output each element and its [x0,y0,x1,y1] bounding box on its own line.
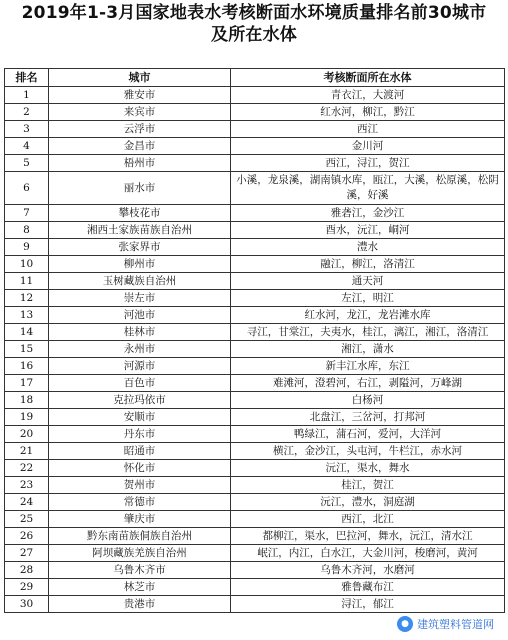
header-city: 城市 [49,69,231,87]
rank-cell: 5 [5,155,49,172]
rank-cell: 29 [5,579,49,596]
city-cell: 雅安市 [49,87,231,104]
header-rank: 排名 [5,69,49,87]
table-row [5,155,505,172]
water-cell: 金川河 [231,138,505,155]
table-row [5,443,505,460]
water-cell: 融江，柳江，洛清江 [231,256,505,273]
city-cell: 林芝市 [49,579,231,596]
water-cell: 沅江，澧水，洞庭湖 [231,494,505,511]
city-cell: 梧州市 [49,155,231,172]
water-cell: 红水河，柳江，黔江 [231,104,505,121]
city-cell: 桂林市 [49,324,231,341]
city-cell: 丹东市 [49,426,231,443]
table-row [5,528,505,545]
city-cell: 玉树藏族自治州 [49,273,231,290]
city-cell: 张家界市 [49,239,231,256]
table-row [5,460,505,477]
table-row [5,409,505,426]
rank-cell: 15 [5,341,49,358]
table-row [5,172,505,205]
city-cell: 柳州市 [49,256,231,273]
rank-cell: 12 [5,290,49,307]
rank-cell: 8 [5,222,49,239]
table-row [5,205,505,222]
table-row [5,87,505,104]
rank-cell: 6 [5,172,49,205]
table-row [5,104,505,121]
water-cell: 沅江，渠水，舞水 [231,460,505,477]
rank-cell: 24 [5,494,49,511]
water-cell: 通天河 [231,273,505,290]
rank-cell: 28 [5,562,49,579]
rank-cell: 27 [5,545,49,562]
rank-cell: 3 [5,121,49,138]
rank-cell: 22 [5,460,49,477]
rank-cell: 17 [5,375,49,392]
table-row [5,239,505,256]
rank-cell: 21 [5,443,49,460]
water-cell: 左江，明江 [231,290,505,307]
rank-cell: 2 [5,104,49,121]
table-row [5,256,505,273]
city-cell: 河源市 [49,358,231,375]
water-cell: 乌鲁木齐河，水磨河 [231,562,505,579]
city-cell: 云浮市 [49,121,231,138]
rank-cell: 30 [5,596,49,613]
rank-cell: 10 [5,256,49,273]
table-row [5,392,505,409]
water-cell: 白杨河 [231,392,505,409]
city-cell: 百色市 [49,375,231,392]
table-row [5,358,505,375]
city-cell: 金昌市 [49,138,231,155]
city-cell: 乌鲁木齐市 [49,562,231,579]
table-row [5,562,505,579]
city-cell: 贺州市 [49,477,231,494]
table-header-row [5,69,505,87]
rank-cell: 4 [5,138,49,155]
rank-cell: 20 [5,426,49,443]
water-cell: 小溪，龙泉溪，湖南镇水库，瓯江，大溪，松原溪，松阴溪，好溪 [231,172,505,205]
city-cell: 安顺市 [49,409,231,426]
city-cell: 湘西土家族苗族自治州 [49,222,231,239]
water-cell: 难滩河，澄碧河，右江，剥隘河，万峰湖 [231,375,505,392]
water-cell: 寻江，甘棠江，夫夷水，桂江，漓江，湘江，洛清江 [231,324,505,341]
table-row [5,290,505,307]
city-cell: 常德市 [49,494,231,511]
city-cell: 永州市 [49,341,231,358]
source-watermark [393,614,502,634]
rank-cell: 18 [5,392,49,409]
city-cell: 克拉玛依市 [49,392,231,409]
city-cell: 怀化市 [49,460,231,477]
app-logo-icon: ● [397,616,413,632]
city-cell: 贵港市 [49,596,231,613]
rank-cell: 14 [5,324,49,341]
water-cell: 澧水 [231,239,505,256]
title-line-2: 及所在水体 [211,25,297,45]
water-cell: 西江 [231,121,505,138]
water-cell: 鸭绿江，蒲石河，爱河，大洋河 [231,426,505,443]
rank-cell: 13 [5,307,49,324]
city-cell: 来宾市 [49,104,231,121]
city-cell: 崇左市 [49,290,231,307]
rank-cell: 23 [5,477,49,494]
rank-cell: 19 [5,409,49,426]
title-line-1: 2019年1-3月国家地表水考核断面水环境质量排名前30城市 [21,3,487,23]
water-cell: 青衣江，大渡河 [231,87,505,104]
water-cell: 雅鲁藏布江 [231,579,505,596]
watermark-label: 建筑塑料管道网 [417,618,494,631]
water-cell: 岷江，内江，白水江，大金川河，梭磨河，黄河 [231,545,505,562]
city-cell: 丽水市 [49,172,231,205]
table-row [5,596,505,613]
header-water: 考核断面所在水体 [231,69,505,87]
table-row [5,375,505,392]
table-row [5,579,505,596]
water-cell: 横江，金沙江，头屯河，牛栏江，赤水河 [231,443,505,460]
rank-cell: 7 [5,205,49,222]
rank-cell: 1 [5,87,49,104]
table-row [5,307,505,324]
water-cell: 西江，浔江，贺江 [231,155,505,172]
city-cell: 肇庆市 [49,511,231,528]
rank-cell: 25 [5,511,49,528]
water-cell: 红水河，龙江，龙岩滩水库 [231,307,505,324]
table-row [5,121,505,138]
table-row [5,511,505,528]
water-cell: 北盘江，三岔河，打邦河 [231,409,505,426]
water-cell: 都柳江，渠水，巴拉河，舞水，沅江，清水江 [231,528,505,545]
rank-cell: 11 [5,273,49,290]
table-row [5,138,505,155]
table-row [5,477,505,494]
rank-cell: 16 [5,358,49,375]
city-cell: 攀枝花市 [49,205,231,222]
table-row [5,273,505,290]
page-title [0,2,508,46]
table-row [5,324,505,341]
table-row [5,426,505,443]
water-cell: 酉水，沅江，峒河 [231,222,505,239]
table-row [5,494,505,511]
city-cell: 阿坝藏族羌族自治州 [49,545,231,562]
water-cell: 新丰江水库，东江 [231,358,505,375]
water-cell: 西江，北江 [231,511,505,528]
water-cell: 雅砻江，金沙江 [231,205,505,222]
water-cell: 湘江，潇水 [231,341,505,358]
rank-cell: 26 [5,528,49,545]
table-row [5,222,505,239]
city-cell: 河池市 [49,307,231,324]
city-cell: 昭通市 [49,443,231,460]
table-row [5,341,505,358]
ranking-table [4,68,505,613]
rank-cell: 9 [5,239,49,256]
city-cell: 黔东南苗族侗族自治州 [49,528,231,545]
table-row [5,545,505,562]
water-cell: 浔江，郁江 [231,596,505,613]
water-cell: 桂江，贺江 [231,477,505,494]
